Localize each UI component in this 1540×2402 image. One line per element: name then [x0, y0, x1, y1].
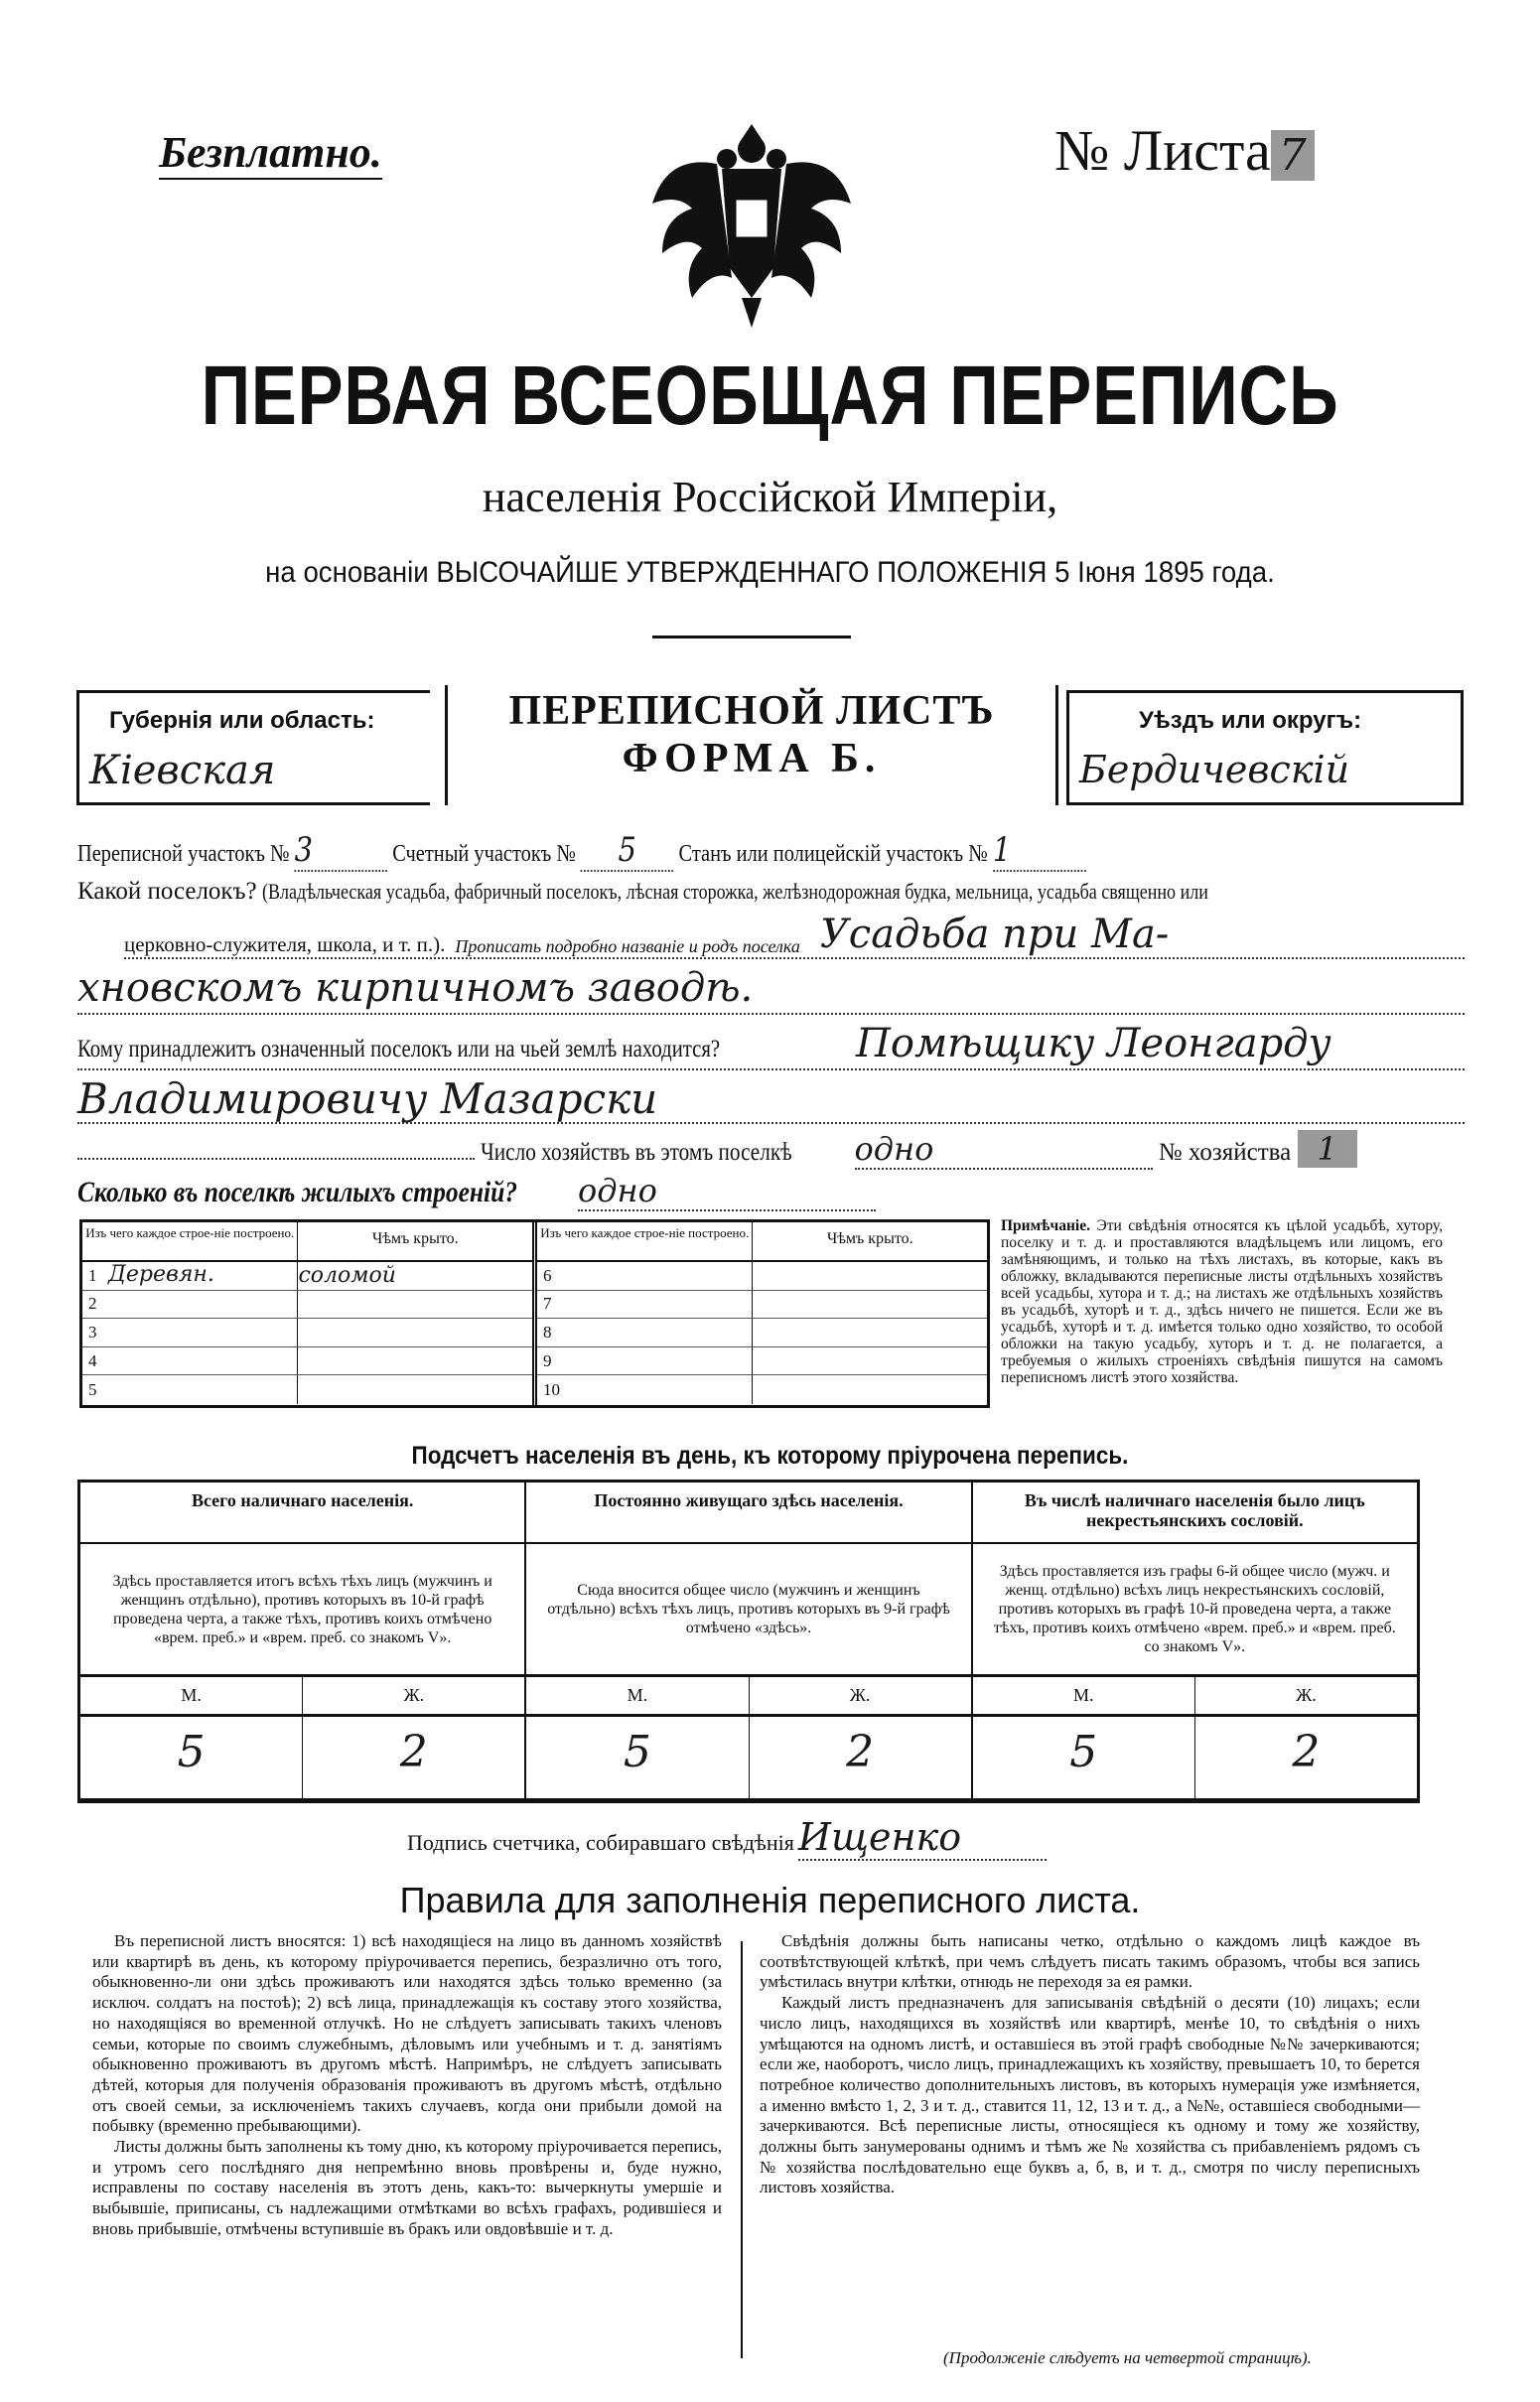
- male-header: М.: [80, 1677, 303, 1714]
- building-material: [563, 1262, 753, 1290]
- building-material: [108, 1319, 298, 1346]
- building-number: 5: [88, 1379, 97, 1399]
- households-value: одно: [855, 1130, 1153, 1170]
- building-material: [563, 1291, 753, 1319]
- buildings-table: [79, 1219, 990, 1408]
- building-number: 8: [543, 1322, 552, 1342]
- building-roof: соломой: [298, 1263, 396, 1289]
- building-row: [537, 1375, 987, 1404]
- building-row: [537, 1319, 987, 1347]
- sheet-number-label: № Листа: [1054, 118, 1271, 183]
- rules-paragraph: Листы должны быть заполнены къ тому дню, къ которому пріурочивается перепись, и утромъ сего послѣдняго дня непремѣнно вновь провѣрены и, буде нужно, исправлены по составу населенія въ этотъ день, какъ-то: вычеркнуты умершіе и выбывшіе, приписаны, съ надлежащими отмѣтками во всѣхъ графахъ, родившіеся и вновь прибывшіе, отмѣчены вступившіе въ бракъ или овдовѣвшіе и т. д.: [92, 2137, 722, 2238]
- note-text: Эти свѣдѣнія относятся къ цѣлой усадьбѣ, хутору, поселку и т. д. и проставляются владѣльцемъ или лицомъ, его замѣняющимъ, и только на тѣхъ листахъ, въ которые, какъ въ обложку, вкладываются переписные листы отдѣльныхъ хозяйствъ всей усадьбы, хутора и т. д.; на листахъ же отдѣльныхъ хозяйствъ въ усадьбѣ, хуторѣ и т. д., здѣсь ничего не пишется. Если же въ усадьбѣ, хуторѣ и т. д. имѣется только одно хозяйство, то особой обложки на такую усадьбу, хуторъ и т. д. не полагается, а требуемыя о жилыхъ строеніяхъ свѣдѣнія пишутся на самомъ переписномъ листѣ этого хозяйства.: [1001, 1217, 1443, 1386]
- building-number: 9: [543, 1350, 552, 1370]
- signature-row: [407, 1815, 1047, 1861]
- population-heading: Подсчетъ населенія въ день, къ которому пріурочена перепись.: [411, 1442, 1129, 1470]
- buildings-row: [77, 1172, 876, 1211]
- buildings-label: Сколько въ поселкѣ жилыхъ строеній?: [77, 1176, 518, 1208]
- poselok-label: Какой поселокъ?: [77, 878, 257, 905]
- rules-paragraph: Каждый листъ предназначенъ для записыванія свѣдѣній о десяти (10) лицахъ; если число лицъ, находящихся въ хозяйствѣ или квартирѣ, менѣе 10, то свѣдѣнія о нихъ умѣщаются на одномъ листѣ, и оставшіеся въ этой графѣ свободные №№ зачеркиваются; если же, наоборотъ, число лицъ, принадлежащихъ къ хозяйству, превышаетъ 10, то берется потребное количество дополнительныхъ листовъ, въ которыхъ нумерація уже измѣняется, а именно вмѣсто 1, 2, 3 и т. д., ставится 11, 12, 13 и т. д., а №№, оставшіеся свободными—зачеркиваются. Всѣ переписные листы, относящіеся къ одному и тому же хозяйству, должны быть занумерованы однимъ и тѣмъ же № хозяйства съ прибавленіемъ рядомъ съ № хозяйства послѣдовательно еще буквъ а, б, в, и т. д., смотря по числу переписныхъ листовъ хозяйства.: [760, 1993, 1420, 2197]
- male-header: М.: [973, 1677, 1195, 1714]
- population-table: [77, 1480, 1420, 1803]
- imperial-eagle-emblem: [647, 104, 856, 333]
- population-column-title: Постоянно живущаго здѣсь населенія.: [526, 1483, 970, 1544]
- uezd-value: Бердичевскій: [1079, 748, 1350, 791]
- population-column-desc: Здѣсь проставляется изъ графы 6-й общее число (мужч. и женщ. отдѣльно) всѣхъ лицъ некрестьянскихъ сословій, противъ которыхъ въ графѣ 10-й проведена черта, а также тѣхъ, противъ коихъ отмѣчено «врем. преб.» и «врем. преб. со знакомъ V».: [973, 1544, 1417, 1677]
- gubernia-box: [76, 690, 430, 805]
- female-header: Ж.: [403, 1685, 425, 1705]
- building-row: [537, 1347, 987, 1376]
- building-number: 6: [543, 1265, 552, 1285]
- building-material: [108, 1347, 298, 1375]
- poselok-hint-3: Прописать подробно названіе и родъ поселка: [455, 936, 800, 956]
- building-number: 7: [543, 1294, 552, 1314]
- building-material: Деревян.: [108, 1262, 298, 1290]
- uezd-label: Уѣздъ или округъ:: [1139, 707, 1362, 734]
- rules-paragraph: Въ переписной листъ вносятся: 1) всѣ находящіеся на лицо въ данномъ хозяйствѣ или квартирѣ въ день, къ которому пріурочивается перепись, безразлично отъ того, обыкновенно-ли они здѣсь проживаютъ или находятся здѣсь только временно (за исключ. солдатъ на постоѣ); 2) всѣ лица, принадлежащія къ составу этого хозяйства, но находящіяся во временной отлучкѣ. Но не слѣдуетъ записывать такихъ членовъ семьи, которые по своимъ служебнымъ, дѣловымъ или учебнымъ и т. д. занятіямъ обыкновенно проживаютъ въ другомъ мѣстѣ. Напримѣръ, не слѣдуетъ записывать дѣтей, которыя для полученія образованія проживаютъ въ другомъ мѣстѣ, отдѣльно отъ своей семьи, за исключеніемъ такихъ случаевъ, когда они прибыли домой на побывку (временно пребывающими).: [92, 1931, 722, 2136]
- male-count: 5: [80, 1717, 303, 1798]
- male-header: М.: [526, 1677, 749, 1714]
- rules-left: [92, 1931, 722, 2240]
- poselok-row-3: [77, 965, 1465, 1015]
- schetny-value: 5: [581, 830, 674, 872]
- building-row: [82, 1291, 532, 1320]
- building-number: 3: [88, 1322, 97, 1342]
- poselok-hint: (Владѣльческая усадьба, фабричный поселокъ, лѣсная сторожка, желѣзнодорожная будка, мельница, усадьба священно или: [262, 879, 1208, 904]
- population-column-desc: Здѣсь проставляется итогъ всѣхъ тѣхъ лицъ (мужчинъ и женщинъ отдѣльно), противъ которыхъ въ 10-й графѣ проведена черта, а также тѣхъ, противъ коихъ отмѣчено «врем. преб.» и «врем. преб. со знакомъ V».: [80, 1544, 524, 1677]
- poselok-hint-2: церковно-служителя, школа, и т. п.).: [124, 932, 446, 956]
- building-row: [537, 1262, 987, 1291]
- poselok-row: [77, 878, 1416, 906]
- buildings-note: [1001, 1217, 1443, 1386]
- building-material: [563, 1347, 753, 1375]
- households-label: Число хозяйствъ въ этомъ поселкѣ: [481, 1139, 792, 1166]
- gubernia-value: Кіевская: [89, 748, 276, 793]
- building-material: [108, 1375, 298, 1404]
- owner-value-1: Помѣщику Леонгарду: [856, 1021, 1331, 1066]
- sheet-number-value: 7: [1271, 130, 1315, 181]
- female-header: Ж.: [849, 1685, 871, 1705]
- poselok-value-2: хновскомъ кирпичномъ заводѣ.: [77, 965, 754, 1011]
- building-row: [82, 1262, 532, 1291]
- female-count: 2: [399, 1727, 428, 1777]
- female-count: 2: [1292, 1727, 1321, 1777]
- building-material: [563, 1319, 753, 1346]
- stan-value: 1: [993, 830, 1085, 872]
- divider: [652, 636, 851, 638]
- building-material: [563, 1375, 753, 1404]
- female-count: 2: [846, 1727, 875, 1777]
- building-material: [108, 1291, 298, 1319]
- building-number: 10: [543, 1379, 560, 1399]
- building-row: [537, 1291, 987, 1320]
- household-number-label: № хозяйства: [1158, 1139, 1292, 1166]
- household-number-value: 1: [1298, 1130, 1357, 1168]
- free-label: Безплатно.: [159, 127, 382, 180]
- gubernia-label: Губернія или область:: [109, 707, 375, 734]
- building-number: 4: [88, 1350, 97, 1370]
- owner-row: [77, 1021, 1465, 1070]
- households-row: [77, 1130, 1465, 1170]
- female-header: Ж.: [1296, 1685, 1317, 1705]
- rules-divider: [741, 1941, 743, 2358]
- buildings-value: одно: [578, 1172, 876, 1211]
- census-subtitle: населенія Россійской Имперіи,: [482, 473, 1058, 521]
- building-number: 1: [88, 1265, 97, 1285]
- rules-paragraph: Свѣдѣнія должны быть написаны четко, отдѣльно о каждомъ лицѣ каждое въ соотвѣтствующей клѣткѣ, при чемъ слѣдуетъ писать такимъ образомъ, чтобы вся запись умѣстилась внутри клѣтки, отнюдь не переходя за ея рамки.: [760, 1931, 1420, 1992]
- form-subtitle: ФОРМА Б.: [622, 736, 882, 781]
- census-basis: на основаніи ВЫСОЧАЙШЕ УТВЕРЖДЕННАГО ПОЛОЖЕНІЯ 5 Іюня 1895 года.: [265, 556, 1275, 589]
- form-title: ПЕРЕПИСНОЙ ЛИСТЪ: [508, 688, 995, 734]
- uezd-box: [1066, 690, 1464, 805]
- population-column-title: Въ числѣ наличнаго населенія было лицъ некрестьянскихъ сословій.: [973, 1483, 1417, 1544]
- stan-label: Станъ или полицейскій участокъ №: [678, 841, 988, 867]
- owner-value-2: Владимировичу Мазарски: [77, 1074, 658, 1123]
- schetny-label: Счетный участокъ №: [392, 841, 576, 867]
- population-column: [526, 1483, 972, 1798]
- population-column: [973, 1483, 1417, 1798]
- population-column-title: Всего наличнаго населенія.: [80, 1483, 524, 1544]
- male-count: 5: [973, 1717, 1195, 1798]
- building-number: 2: [88, 1294, 97, 1314]
- form-title-box: [445, 685, 1058, 805]
- population-column-desc: Сюда вносится общее число (мужчинъ и женщинъ отдѣльно) всѣхъ тѣхъ лицъ, противъ которыхъ въ 9-й графѣ отмѣчено «здѣсь».: [526, 1544, 970, 1677]
- poselok-value-1: Усадьба при Ма-: [819, 912, 1170, 957]
- col-material-header: Изъ чего каждое строе-ніе построено.: [537, 1222, 753, 1260]
- uchastok-label: Переписной участокъ №: [77, 841, 290, 867]
- census-title: ПЕРВАЯ ВСЕОБЩАЯ ПЕРЕПИСЬ: [201, 349, 1339, 442]
- building-row: [82, 1319, 532, 1347]
- signature-label: Подпись счетчика, собиравшаго свѣдѣнія: [407, 1830, 794, 1855]
- signature-value: Ищенко: [798, 1815, 1047, 1861]
- owner-label: Кому принадлежитъ означенный поселокъ или на чьей землѣ находится?: [77, 1036, 721, 1062]
- uchastok-row: [77, 830, 1085, 872]
- col-roof-header: Чѣмъ крыто.: [826, 1230, 913, 1247]
- col-roof-header: Чѣмъ крыто.: [371, 1230, 459, 1247]
- rules-title: Правила для заполненія переписного листа.: [399, 1880, 1141, 1920]
- poselok-row-2: [124, 912, 1465, 959]
- building-row: [82, 1347, 532, 1376]
- building-row: [82, 1375, 532, 1404]
- rules-right: [760, 1931, 1420, 2198]
- owner-row-2: [77, 1074, 1465, 1124]
- sheet-number: [1054, 117, 1315, 184]
- note-title: Примѣчаніе.: [1001, 1217, 1090, 1234]
- male-count: 5: [526, 1717, 749, 1798]
- rules-continued: (Продолженіе слѣдуетъ на четвертой страницѣ).: [943, 2348, 1312, 2367]
- population-column: [80, 1483, 526, 1798]
- col-material-header: Изъ чего каждое строе-ніе построено.: [82, 1222, 298, 1260]
- uchastok-value: 3: [295, 830, 388, 872]
